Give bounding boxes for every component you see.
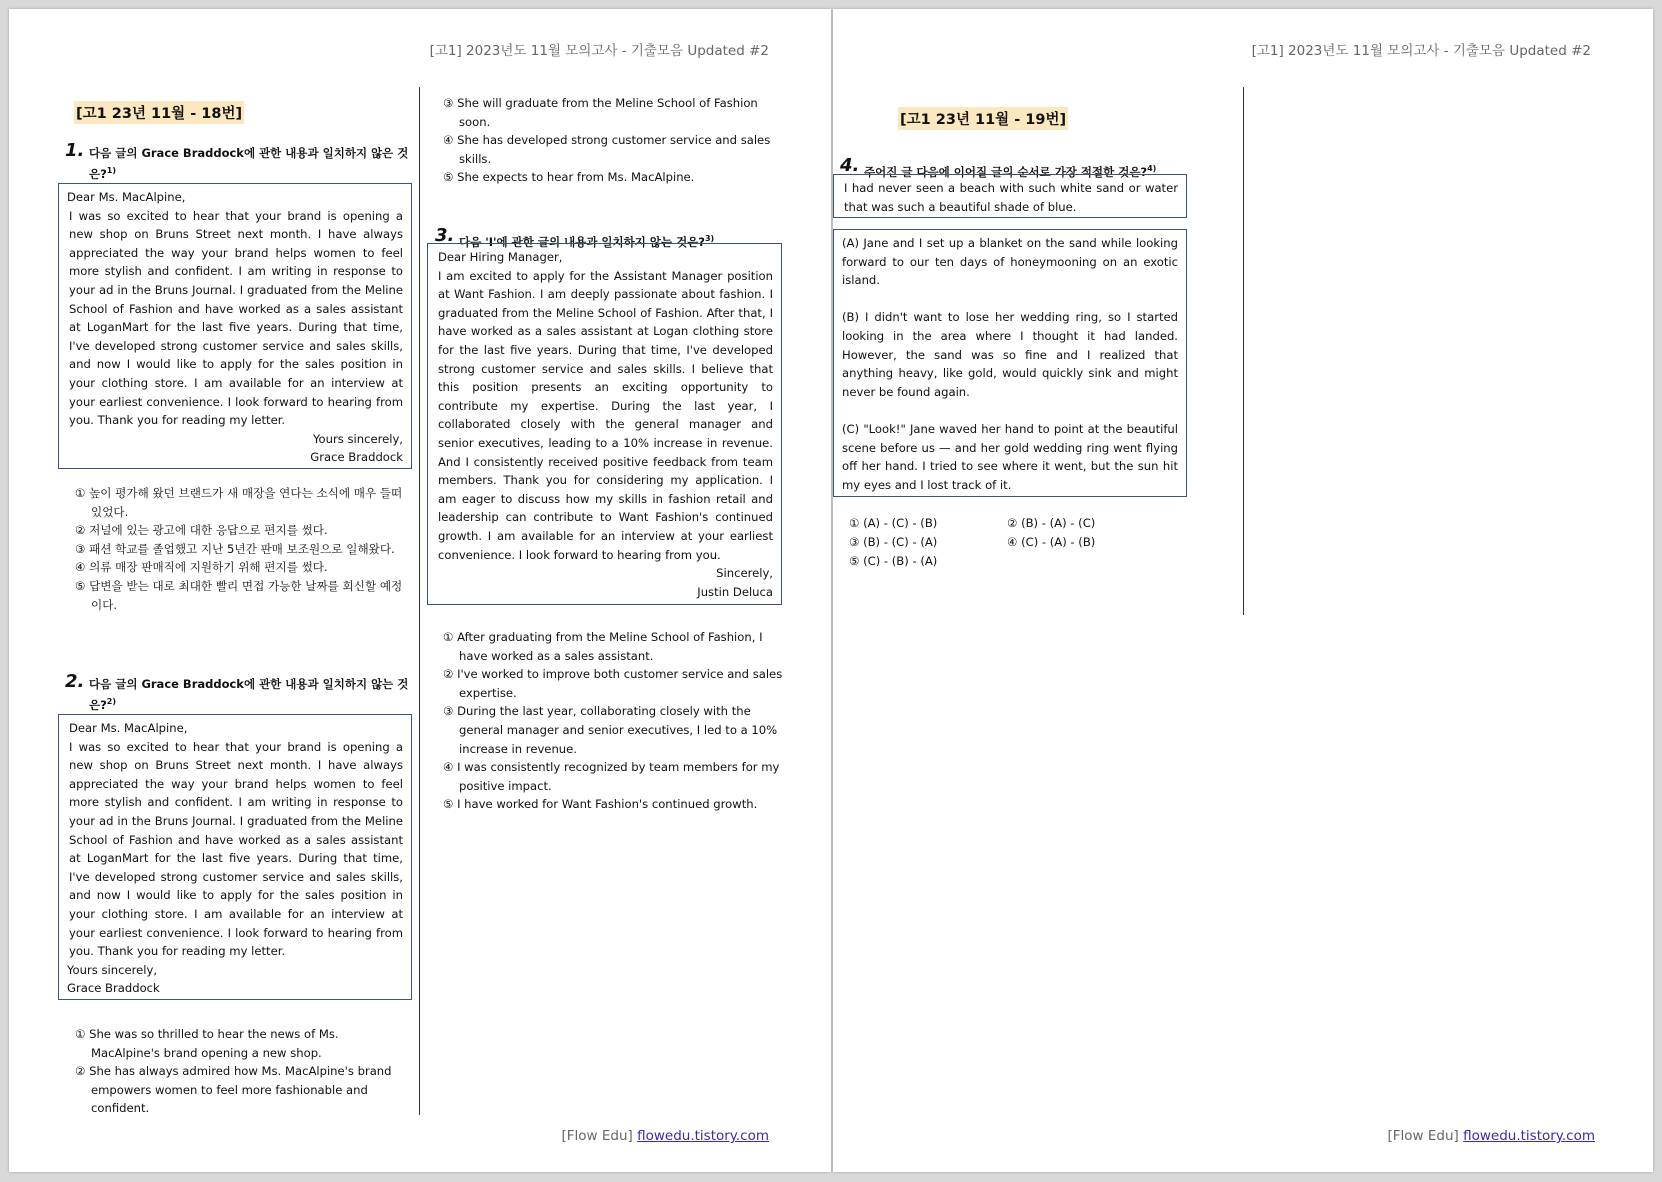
question-number: 3. — [435, 225, 455, 246]
question-2-choices — [75, 1025, 410, 1118]
question-number: 4. — [840, 155, 860, 176]
footnote-marker: 4) — [1147, 164, 1157, 173]
choice-item[interactable]: ③ She will graduate from the Meline School of Fashion soon. — [443, 96, 758, 129]
question-prompt: 주어진 글 다음에 이어질 글의 순서로 가장 적절한 것은? — [864, 164, 1148, 179]
letter-signature: Grace Braddock — [310, 450, 403, 465]
footer-link[interactable]: flowedu.tistory.com — [637, 1128, 769, 1144]
choice-item[interactable]: ③ During the last year, collaborating closely with the general manager and senior executives, I led to a 10% increase in revenue. — [443, 704, 778, 756]
letter-closing: Sincerely, — [716, 566, 773, 581]
choice-item[interactable]: ① After graduating from the Meline School of Fashion, I have worked as a sales assistant. — [443, 630, 763, 663]
choice-item[interactable]: ④ She has developed strong customer service and sales skills. — [443, 133, 771, 166]
column-divider — [1243, 87, 1244, 615]
letter-closing: Yours sincerely, — [312, 431, 403, 446]
question-4-choices — [849, 514, 1189, 574]
footnote-marker: 1) — [106, 166, 117, 175]
letter-signature: Grace Braddock — [67, 981, 160, 996]
choice-item[interactable]: ③ 패션 학교를 졸업했고 지난 5년간 판매 보조원으로 일해왔다. — [75, 541, 395, 556]
paragraph-b: (B) I didn't want to lose her wedding ring, so I started looking in the area where I thought it had landed. However, the sand was so fine and I realized that anything heavy, like gold, would quickly sink and might never be found again. — [842, 310, 1178, 399]
letter-passage-1 — [58, 183, 412, 469]
footer-link[interactable]: flowedu.tistory.com — [1463, 1128, 1595, 1144]
page-header: [고1] 2023년도 11월 모의고사 - 기출모음 Updated #2 — [1251, 43, 1591, 59]
letter-body: I was so excited to hear that your brand is opening a new shop on Bruns Street next month. I have always appreciated the way your brand helps women to feel more stylish and confident. I am writing in response to your ad in the Bruns Journal. I graduated from the Meline School of Fashion and have worked as a sales assistant at LoganMart for the last five years. During that time, I've developed strong customer service and sales skills, and now I would like to apply for the sales position in your clothing store. I am available for an interview at your earliest convenience. I look forward to hearing from you. Thank you for reading my letter. — [69, 739, 403, 959]
footnote-marker: 2) — [106, 697, 117, 706]
question-1-heading — [65, 140, 415, 183]
question-1-choices — [75, 484, 410, 614]
choice-item[interactable]: ⑤ She expects to hear from Ms. MacAlpine. — [443, 170, 695, 185]
choice-item[interactable]: ⑤ (C) - (B) - (A) — [849, 554, 938, 568]
question-number: 2. — [65, 671, 85, 692]
choice-item[interactable]: ③ (B) - (C) - (A) — [849, 535, 938, 549]
question-3-choices — [443, 628, 783, 814]
choice-item[interactable]: ④ (C) - (A) - (B) — [1007, 535, 1096, 549]
footnote-marker: 3) — [704, 234, 715, 243]
choice-item[interactable]: ② (B) - (A) - (C) — [1007, 516, 1096, 530]
letter-passage-3 — [427, 243, 782, 605]
section-tag: [고1 23년 11월 - 19번] — [898, 107, 1068, 130]
question-number: 1. — [65, 140, 85, 161]
letter-signature: Justin Deluca — [697, 584, 773, 599]
choice-item[interactable]: ② I've worked to improve both customer service and sales expertise. — [443, 667, 783, 700]
given-passage — [833, 174, 1187, 218]
choice-item[interactable]: ① (A) - (C) - (B) — [849, 516, 938, 530]
paragraph-c: (C) "Look!" Jane waved her hand to point at the beautiful scene before us — and her gold wedding ring went flying off her hand. I tried to see where it went, but the sun hit my eyes and I lost track of it. — [842, 421, 1178, 492]
footer-brand: [Flow Edu] — [1387, 1128, 1459, 1144]
letter-greeting: Dear Hiring Manager, — [438, 250, 563, 264]
left-page — [9, 9, 831, 1172]
paragraph-a: (A) Jane and I set up a blanket on the sand while looking forward to our ten days of honeymooning on an exotic island. — [842, 236, 1178, 288]
letter-body: I was so excited to hear that your brand is opening a new shop on Bruns Street next month. I have always appreciated the way your brand helps women to feel more stylish and confident. I am writing in response to your ad in the Bruns Journal. I graduated from the Meline School of Fashion and have worked as a sales assistant at LoganMart for the last five years. During that time, I've developed strong customer service and sales skills, and now I would like to apply for the sales position in your clothing store. I am available for an interview at your earliest convenience. I look forward to hearing from you. Thank you for reading my letter. — [69, 208, 403, 428]
choice-item[interactable]: ① She was so thrilled to hear the news of Ms. MacAlpine's brand opening a new shop. — [75, 1027, 339, 1060]
column-divider — [419, 87, 420, 1115]
choice-item[interactable]: ⑤ 답변을 받는 대로 최대한 빨리 면접 가능한 날짜를 회신할 예정이다. — [75, 578, 403, 612]
page-footer — [562, 1128, 770, 1144]
section-tag: [고1 23년 11월 - 18번] — [74, 101, 244, 124]
choice-item[interactable]: ⑤ I have worked for Want Fashion's continued growth. — [443, 797, 758, 812]
letter-greeting: Dear Ms. MacAlpine, — [67, 190, 186, 204]
letter-closing: Yours sincerely, — [67, 962, 158, 977]
choice-item[interactable]: ④ 의류 매장 판매직에 지원하기 위해 편지를 썼다. — [75, 560, 328, 575]
page-header: [고1] 2023년도 11월 모의고사 - 기출모음 Updated #2 — [429, 43, 769, 59]
question-prompt: 다음 'I'에 관한 글의 내용과 일치하지 않는 것은? — [459, 234, 705, 249]
choice-item[interactable]: ④ I was consistently recognized by team members for my positive impact. — [443, 760, 780, 793]
choice-item[interactable]: ② 저널에 있는 광고에 대한 응답으로 편지를 썼다. — [75, 523, 328, 538]
footer-brand: [Flow Edu] — [561, 1128, 633, 1144]
question-prompt: 다음 글의 Grace Braddock에 관한 내용과 일치하지 않은 것은? — [89, 146, 409, 181]
page-footer — [1388, 1128, 1596, 1144]
letter-greeting: Dear Ms. MacAlpine, — [69, 721, 188, 735]
right-page — [833, 9, 1653, 1172]
ordering-passages — [833, 229, 1187, 497]
choice-item[interactable]: ② She has always admired how Ms. MacAlpine's brand empowers women to feel more fashionable and confident. — [75, 1064, 392, 1116]
letter-passage-2 — [58, 714, 412, 1000]
given-text: I had never seen a beach with such white sand or water that was such a beautiful shade of blue. — [844, 181, 1178, 214]
question-2-heading — [65, 671, 415, 714]
letter-body: I am excited to apply for the Assistant Manager position at Want Fashion. I am deeply passionate about fashion. I graduated from the Meline School of Fashion. After that, I have worked as a sales assistant at Logan clothing store for the last five years. During that time, I've developed strong customer service and sales skills. I believe that this position presents an exciting opportunity to contribute my expertise. During the last year, I collaborated closely with the general manager and senior executives, leading to a 10% increase in revenue. And I consistently received positive feedback from team members. Thank you for considering my application. I am eager to discuss how my skills in fashion retail and leadership can contribute to Want Fashion's continued growth. I am available for an interview at your earliest convenience. I look forward to hearing from you. — [438, 268, 773, 562]
choice-item[interactable]: ① 높이 평가해 왔던 브랜드가 새 매장을 연다는 소식에 매우 들떠있었다. — [75, 486, 403, 519]
question-2-choices-continued — [443, 94, 783, 187]
question-prompt: 다음 글의 Grace Braddock에 관한 내용과 일치하지 않는 것은? — [89, 677, 409, 712]
